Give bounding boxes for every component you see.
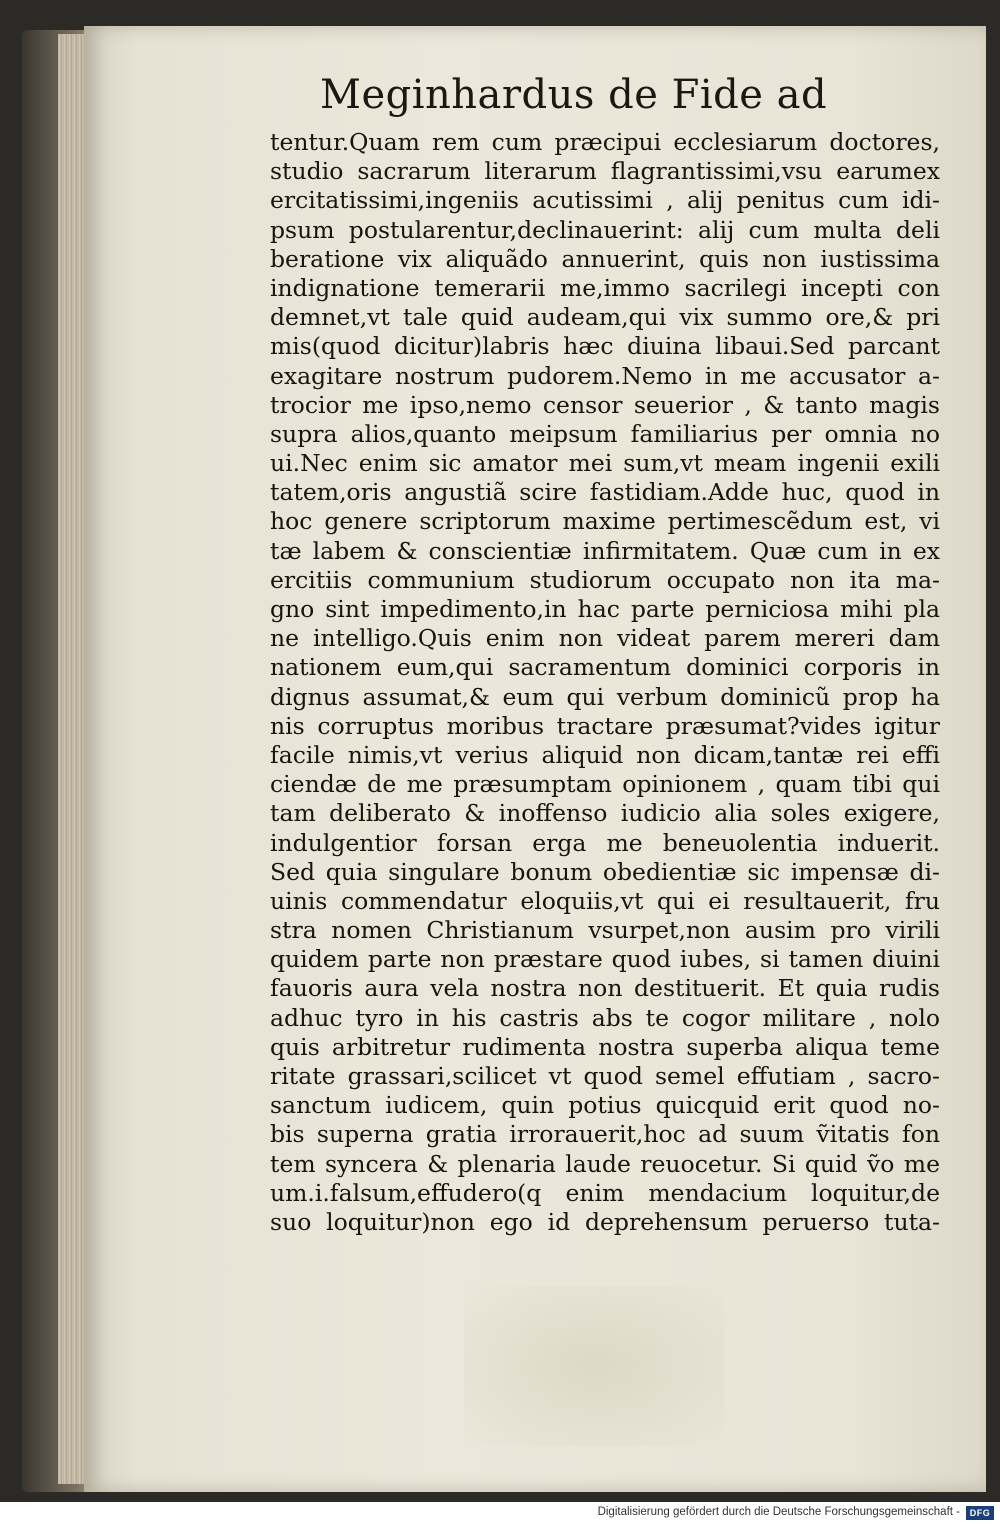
text-line: quis arbitretur rudimenta nostra superba aliqua teme xyxy=(270,1032,940,1061)
text-line: ne intelligo.Quis enim non videat parem mereri dam xyxy=(270,624,940,653)
text-line: exagitare nostrum pudorem.Nemo in me accusator a- xyxy=(270,361,940,390)
text-line: tatem,oris angustiã scire fastidiam.Adde huc, quod in xyxy=(270,478,940,507)
funding-credit: Digitalisierung gefördert durch die Deutsche Forschungsgemeinschaft - xyxy=(597,1506,960,1518)
text-line: ritate grassari,scilicet vt quod semel effutiam , sacro- xyxy=(270,1062,940,1090)
text-line: bis superna gratia irrorauerit,hoc ad suum ṽitatis fon xyxy=(270,1120,940,1149)
text-line: demnet,vt tale quid audeam,qui vix summo ore,& pri xyxy=(270,303,940,332)
text-line: fauoris aura vela nostra non destituerit. Et quia rudis xyxy=(270,974,940,1003)
text-line: uinis commendatur eloquiis,vt qui ei resultauerit, fru xyxy=(270,886,940,915)
text-line: tam deliberato & inoffenso iudicio alia soles exigere, xyxy=(270,799,940,828)
text-line: tæ labem & conscientiæ infirmitatem. Quæ cum in ex xyxy=(270,536,940,565)
text-line: psum postularentur,declinauerint: alij cum multa deli xyxy=(270,215,940,244)
text-line: quidem parte non præstare quod iubes, si tamen diuini xyxy=(270,945,940,974)
running-head: Meginhardus de Fide ad xyxy=(320,72,828,118)
text-line: indulgentior forsan erga me beneuolentia induerit. xyxy=(270,828,940,857)
text-line: um.i.falsum,effudero(q enim mendacium loquitur,de xyxy=(270,1178,940,1207)
text-line: nis corruptus moribus tractare præsumat?vides igitur xyxy=(270,711,940,740)
text-line: beratione vix aliquãdo annuerint, quis non iustissima xyxy=(270,244,940,273)
dfg-logo-icon: DFG xyxy=(966,1506,994,1520)
text-line: facile nimis,vt verius aliquid non dicam,tantæ rei effi xyxy=(270,740,940,769)
text-line: stra nomen Christianum vsurpet,non ausim pro virili xyxy=(270,916,940,945)
text-line: adhuc tyro in his castris abs te cogor militare , nolo xyxy=(270,1003,940,1032)
digitization-footer xyxy=(0,1502,1000,1524)
text-line: nationem eum,qui sacramentum dominici corporis in xyxy=(270,653,940,682)
text-line: trocior me ipso,nemo censor seuerior , & tanto magis xyxy=(270,390,940,419)
body-text xyxy=(270,128,940,1237)
text-line: supra alios,quanto meipsum familiarius per omnia no xyxy=(270,419,940,448)
text-line: studio sacrarum literarum flagrantissimi,vsu earumex xyxy=(270,157,940,186)
text-line: suo loquitur)non ego id deprehensum peruerso tuta- xyxy=(270,1207,940,1236)
text-line: tentur.Quam rem cum præcipui ecclesiarum doctores, xyxy=(270,128,940,156)
text-line: tem syncera & plenaria laude reuocetur. Si quid ṽo me xyxy=(270,1149,940,1178)
text-line: ercitatissimi,ingeniis acutissimi , alij penitus cum idi- xyxy=(270,186,940,215)
text-line: sanctum iudicem, quin potius quicquid erit quod no- xyxy=(270,1091,940,1120)
text-line: ui.Nec enim sic amator mei sum,vt meam ingenii exili xyxy=(270,449,940,478)
text-line: indignatione temerarii me,immo sacrilegi incepti con xyxy=(270,273,940,302)
text-line: dignus assumat,& eum qui verbum dominicũ prop ha xyxy=(270,682,940,711)
text-line: ercitiis communium studiorum occupato non ita ma- xyxy=(270,565,940,594)
text-line: hoc genere scriptorum maxime pertimescẽdum est, vi xyxy=(270,507,940,536)
text-line: gno sint impedimento,in hac parte perniciosa mihi pla xyxy=(270,595,940,623)
text-line: Sed quia singulare bonum obedientiæ sic impensæ di- xyxy=(270,857,940,886)
text-line: ciendæ de me præsumptam opinionem , quam tibi qui xyxy=(270,770,940,799)
paper-stain xyxy=(464,1286,724,1446)
text-line: mis(quod dicitur)labris hæc diuina libaui.Sed parcant xyxy=(270,332,940,361)
